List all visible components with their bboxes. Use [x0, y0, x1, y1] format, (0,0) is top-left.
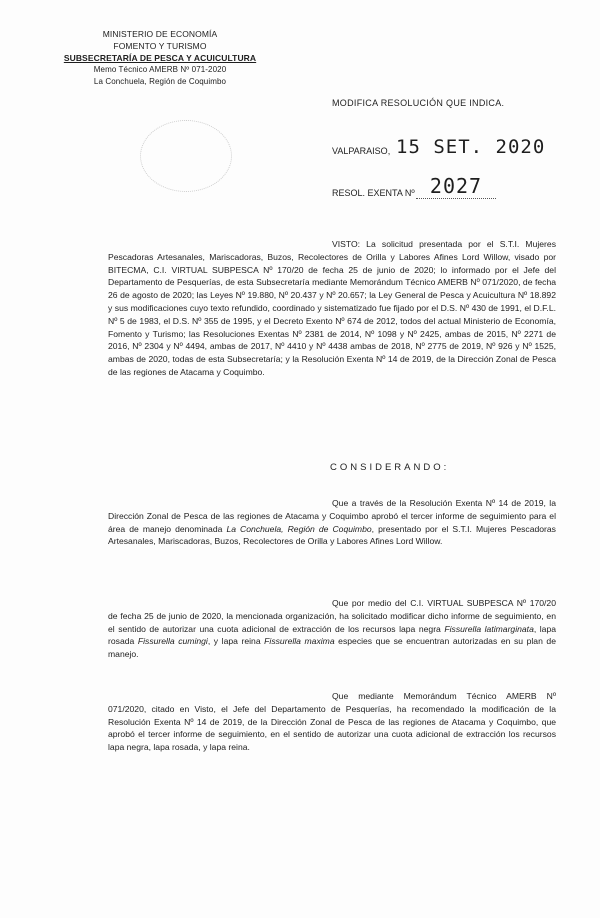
considerando-paragraph-2 — [108, 597, 556, 661]
header-line-ministry-sub: FOMENTO Y TURISMO — [113, 41, 207, 51]
considerando-paragraph-1 — [108, 497, 556, 548]
header-line-ministry: MINISTERIO DE ECONOMÍA — [102, 29, 218, 39]
faint-seal-stamp — [140, 120, 232, 192]
considerando-paragraph-3: Que mediante Memorándum Técnico AMERB Nº 071/2020, citado en Visto, el Jefe del Departamento de Pesquerías, ha recomendado la modificación de la Resolución Exenta Nº 14 de 2019, de la Dirección Zonal de Pesca de las regiones de Atacama y Coquimbo, que aprobó el tercer informe de seguimiento, en el sentido de autorizar una cuota adicional de extracción los recursos lapa negra, lapa rosada, y lapa reina. — [108, 691, 556, 753]
visto-paragraph: VISTO: La solicitud presentada por el S.T.I. Mujeres Pescadoras Artesanales, Mariscadoras, Buzos, Recolectores de Orilla y Labores Afines Lord Willow, visado por BITECMA, C.I. VIRTUAL SUBPESCA Nº 170/20 de fecha 25 de junio de 2020; lo informado por el Jefe del Departamento de Pesquerías, de esta Subsecretaría mediante Memorándum Técnico AMERB Nº 071/2020, de fecha 26 de agosto de 2020; las Leyes Nº 19.880, Nº 20.437 y Nº 20.657; la Ley General de Pesca y Acuicultura Nº 18.892 y sus modificaciones cuyo texto refundido, coordinado y sistematizado fue fijado por el D.S. Nº 430 de 1991, el D.F.L. Nº 5 de 1983, el D.S. Nº 355 de 1995, y el Decreto Exento Nº 674 de 2012, todos del actual Ministerio de Economía, Fomento y Turismo; las Resoluciones Exentas Nº 2381 de 2014, Nº 1098 y Nº 2425, ambas de 2015, Nº 2271 de 2016, Nº 2304 y Nº 4494, ambas de 2017, Nº 4410 y Nº 4438 ambas de 2018, Nº 2775 de 2019, Nº 926 y Nº 1525, ambas de 2020, todas de esta Subsecretaría; y la Resolución Exenta Nº 14 de 2019, de la Dirección Zonal de Pesca de las regiones de Atacama y Coquimbo. — [108, 239, 556, 377]
considerando-heading: CONSIDERANDO: — [330, 462, 450, 473]
ministry-header — [60, 28, 260, 88]
species-maxima: Fissurella maxima — [264, 636, 335, 647]
p2-text-a: Que por medio del C.I. VIRTUAL SUBPESCA Nº 170/20 de fecha 25 de junio de 2020, la mencionada organización, ha solicitado modificar dicho informe de seguimiento, en el sentido de autorizar una cuota adicional de extracción de los recursos lapa negra — [108, 598, 556, 634]
p1-text-b: , presentado por el S.T.I. Mujeres Pescadoras Artesanales, Mariscadoras, Buzos, Recolectores de Orilla y Labores Afines Lord Willow. — [108, 523, 556, 547]
header-line-location: La Conchuela, Región de Coquimbo — [93, 77, 227, 86]
species-latimarginata: Fissurella latimarginata — [444, 623, 534, 634]
resolution-label: RESOL. EXENTA Nº — [332, 188, 415, 198]
p2-text-d: especies que se encuentran autorizadas en su plan de manejo. — [108, 636, 556, 660]
header-line-subsecretaria: SUBSECRETARÍA DE PESCA Y ACUICULTURA — [63, 53, 257, 63]
p2-text-b: , lapa rosada — [108, 623, 557, 647]
stamped-date: 15 SET. 2020 — [396, 136, 546, 158]
place-label: VALPARAISO, — [332, 146, 391, 156]
p2-text-c: , y lapa reina — [207, 636, 265, 647]
document-subject: MODIFICA RESOLUCIÓN QUE INDICA. — [332, 98, 505, 108]
species-cumingi: Fissurella cumingi — [137, 636, 208, 647]
area-name: La Conchuela, Región de Coquimbo — [226, 523, 372, 534]
header-line-memo: Memo Técnico AMERB Nº 071-2020 — [93, 65, 227, 74]
resolution-number: 2027 — [416, 174, 496, 199]
p1-text-a: Que a través de la Resolución Exenta Nº 14 de 2019, la Dirección Zonal de Pesca de las regiones de Atacama y Coquimbo aprobó el tercer informe de seguimiento para el área de manejo denominada — [108, 498, 556, 534]
